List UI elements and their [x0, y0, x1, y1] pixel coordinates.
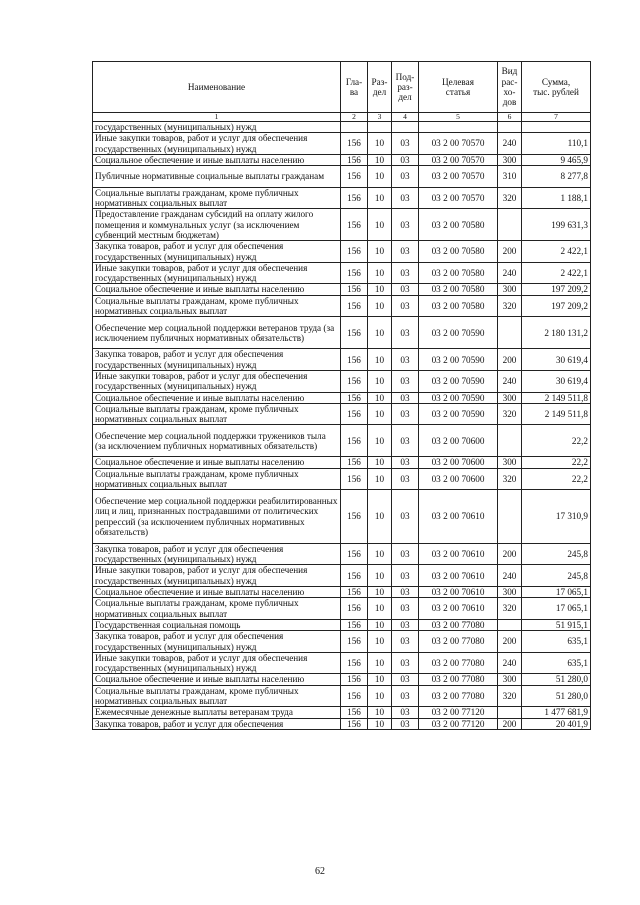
cell-name: Ежемесячные денежные выплаты ветеранам труда: [93, 707, 341, 718]
cell-subsection: 03: [392, 652, 419, 674]
cell-chapter: 156: [341, 392, 368, 403]
cell-section: 10: [368, 707, 392, 718]
cell-amount: 245,8: [522, 543, 591, 565]
cell-section: 10: [368, 187, 392, 209]
table-row: [93, 122, 591, 133]
column-number: 4: [392, 113, 419, 122]
cell-subsection: 03: [392, 619, 419, 630]
cell-name: Социальное обеспечение и иные выплаты населению: [93, 457, 341, 468]
cell-subsection: 03: [392, 392, 419, 403]
cell-section: 10: [368, 543, 392, 565]
cell-amount: 2 422,1: [522, 262, 591, 284]
cell-section: 10: [368, 317, 392, 349]
table-row: [93, 565, 591, 587]
cell-subsection: 03: [392, 707, 419, 718]
cell-name: Предоставление гражданам субсидий на оплату жилого помещения и коммунальных услуг (за исключением субвенций местным бюджетам): [93, 209, 341, 241]
cell-name: Социальное обеспечение и иные выплаты населению: [93, 284, 341, 295]
cell-amount: 9 465,9: [522, 154, 591, 165]
cell-expense-type: 240: [498, 652, 522, 674]
header-name: Наименование: [93, 62, 341, 113]
header-row: [93, 62, 591, 113]
cell-expense-type: [498, 707, 522, 718]
table-row: [93, 685, 591, 707]
cell-amount: 51 280,0: [522, 674, 591, 685]
cell-chapter: 156: [341, 631, 368, 653]
table-row: [93, 392, 591, 403]
column-number: 1: [93, 113, 341, 122]
cell-amount: 30 619,4: [522, 349, 591, 371]
cell-section: 10: [368, 468, 392, 490]
cell-amount: 245,8: [522, 565, 591, 587]
cell-subsection: 03: [392, 587, 419, 598]
cell-subsection: 03: [392, 154, 419, 165]
cell-target-article: 03 2 00 70590: [419, 349, 498, 371]
cell-amount: 17 065,1: [522, 587, 591, 598]
cell-target-article: 03 2 00 70610: [419, 490, 498, 544]
cell-subsection: 03: [392, 370, 419, 392]
cell-name: Социальные выплаты гражданам, кроме публичных нормативных социальных выплат: [93, 187, 341, 209]
cell-subsection: 03: [392, 565, 419, 587]
cell-target-article: 03 2 00 77080: [419, 652, 498, 674]
cell-expense-type: [498, 490, 522, 544]
cell-name: Социальное обеспечение и иные выплаты населению: [93, 674, 341, 685]
cell-subsection: 03: [392, 457, 419, 468]
cell-target-article: 03 2 00 70590: [419, 370, 498, 392]
column-number: 6: [498, 113, 522, 122]
cell-chapter: 156: [341, 133, 368, 155]
cell-chapter: 156: [341, 468, 368, 490]
cell-expense-type: 200: [498, 718, 522, 729]
cell-chapter: 156: [341, 543, 368, 565]
cell-expense-type: 200: [498, 241, 522, 263]
cell-amount: 51 280,0: [522, 685, 591, 707]
cell-section: 10: [368, 295, 392, 317]
table-row: [93, 209, 591, 241]
cell-expense-type: 300: [498, 587, 522, 598]
cell-section: [368, 122, 392, 133]
header-subsection: Под- раз- дел: [392, 62, 419, 113]
cell-subsection: 03: [392, 262, 419, 284]
cell-amount: 199 631,3: [522, 209, 591, 241]
column-number: 2: [341, 113, 368, 122]
cell-chapter: 156: [341, 284, 368, 295]
cell-chapter: [341, 122, 368, 133]
cell-subsection: 03: [392, 317, 419, 349]
cell-subsection: 03: [392, 284, 419, 295]
cell-expense-type: 300: [498, 154, 522, 165]
table-row: [93, 133, 591, 155]
cell-chapter: 156: [341, 166, 368, 188]
cell-chapter: 156: [341, 209, 368, 241]
cell-chapter: 156: [341, 295, 368, 317]
cell-target-article: 03 2 00 70580: [419, 262, 498, 284]
header-section: Раз- дел: [368, 62, 392, 113]
cell-target-article: 03 2 00 70570: [419, 154, 498, 165]
cell-target-article: [419, 122, 498, 133]
cell-target-article: 03 2 00 70610: [419, 565, 498, 587]
cell-name: Закупка товаров, работ и услуг для обеспечения государственных (муниципальных) нужд: [93, 543, 341, 565]
cell-chapter: 156: [341, 154, 368, 165]
cell-chapter: 156: [341, 619, 368, 630]
cell-section: 10: [368, 209, 392, 241]
cell-subsection: 03: [392, 295, 419, 317]
cell-target-article: 03 2 00 70610: [419, 543, 498, 565]
cell-section: 10: [368, 619, 392, 630]
table-row: [93, 317, 591, 349]
table-row: [93, 543, 591, 565]
cell-section: 10: [368, 370, 392, 392]
cell-amount: 635,1: [522, 652, 591, 674]
cell-expense-type: 200: [498, 543, 522, 565]
table-row: [93, 587, 591, 598]
cell-subsection: 03: [392, 349, 419, 371]
table-row: [93, 241, 591, 263]
cell-target-article: 03 2 00 77120: [419, 718, 498, 729]
cell-chapter: 156: [341, 317, 368, 349]
cell-section: 10: [368, 718, 392, 729]
cell-subsection: 03: [392, 425, 419, 457]
cell-name: Иные закупки товаров, работ и услуг для обеспечения государственных (муниципальных) нужд: [93, 133, 341, 155]
cell-target-article: 03 2 00 70590: [419, 317, 498, 349]
header-chapter: Гла- ва: [341, 62, 368, 113]
cell-target-article: 03 2 00 70570: [419, 133, 498, 155]
cell-subsection: 03: [392, 490, 419, 544]
cell-name: Обеспечение мер социальной поддержки тружеников тыла (за исключением публичных нормативных обязательств): [93, 425, 341, 457]
cell-target-article: 03 2 00 70600: [419, 457, 498, 468]
cell-target-article: 03 2 00 70590: [419, 403, 498, 425]
cell-amount: 22,2: [522, 468, 591, 490]
cell-amount: 17 065,1: [522, 598, 591, 620]
cell-amount: 110,1: [522, 133, 591, 155]
cell-target-article: 03 2 00 77080: [419, 619, 498, 630]
cell-chapter: 156: [341, 674, 368, 685]
cell-name: Социальные выплаты гражданам, кроме публичных нормативных социальных выплат: [93, 685, 341, 707]
cell-chapter: 156: [341, 349, 368, 371]
cell-target-article: 03 2 00 70580: [419, 209, 498, 241]
cell-expense-type: 240: [498, 133, 522, 155]
cell-name: Социальное обеспечение и иные выплаты населению: [93, 392, 341, 403]
cell-expense-type: 240: [498, 262, 522, 284]
cell-section: 10: [368, 598, 392, 620]
cell-expense-type: 320: [498, 598, 522, 620]
budget-table: [92, 61, 591, 730]
cell-amount: 51 915,1: [522, 619, 591, 630]
cell-chapter: 156: [341, 370, 368, 392]
cell-target-article: 03 2 00 70600: [419, 425, 498, 457]
cell-subsection: 03: [392, 631, 419, 653]
cell-target-article: 03 2 00 77080: [419, 674, 498, 685]
cell-subsection: 03: [392, 718, 419, 729]
cell-target-article: 03 2 00 70610: [419, 598, 498, 620]
cell-name: Иные закупки товаров, работ и услуг для обеспечения государственных (муниципальных) нужд: [93, 652, 341, 674]
cell-name: Закупка товаров, работ и услуг для обеспечения государственных (муниципальных) нужд: [93, 241, 341, 263]
header-amount: Сумма, тыс. рублей: [522, 62, 591, 113]
cell-chapter: 156: [341, 598, 368, 620]
cell-expense-type: 310: [498, 166, 522, 188]
table-row: [93, 457, 591, 468]
table-row: [93, 284, 591, 295]
cell-target-article: 03 2 00 70590: [419, 392, 498, 403]
page-number: 62: [315, 866, 325, 877]
cell-expense-type: 300: [498, 674, 522, 685]
cell-chapter: 156: [341, 587, 368, 598]
cell-subsection: 03: [392, 209, 419, 241]
cell-expense-type: 200: [498, 631, 522, 653]
table-row: [93, 425, 591, 457]
cell-expense-type: [498, 122, 522, 133]
cell-name: Социальные выплаты гражданам, кроме публичных нормативных социальных выплат: [93, 598, 341, 620]
cell-target-article: 03 2 00 70580: [419, 241, 498, 263]
cell-amount: 197 209,2: [522, 284, 591, 295]
cell-name: Обеспечение мер социальной поддержки реабилитированных лиц и лиц, признанных пострадавшими от политических репрессий (за исключением публичных нормативных обязательств): [93, 490, 341, 544]
cell-section: 10: [368, 587, 392, 598]
cell-expense-type: 240: [498, 370, 522, 392]
cell-subsection: 03: [392, 468, 419, 490]
cell-expense-type: 300: [498, 284, 522, 295]
cell-subsection: [392, 122, 419, 133]
cell-amount: 197 209,2: [522, 295, 591, 317]
cell-amount: 20 401,9: [522, 718, 591, 729]
cell-name: Закупка товаров, работ и услуг для обеспечения государственных (муниципальных) нужд: [93, 631, 341, 653]
cell-section: 10: [368, 685, 392, 707]
cell-chapter: 156: [341, 652, 368, 674]
cell-section: 10: [368, 349, 392, 371]
cell-expense-type: 320: [498, 468, 522, 490]
column-number: 5: [419, 113, 498, 122]
cell-target-article: 03 2 00 77080: [419, 631, 498, 653]
cell-chapter: 156: [341, 490, 368, 544]
cell-name: Социальные выплаты гражданам, кроме публичных нормативных социальных выплат: [93, 295, 341, 317]
cell-target-article: 03 2 00 70610: [419, 587, 498, 598]
table-row: [93, 166, 591, 188]
table-row: [93, 468, 591, 490]
cell-name: Публичные нормативные социальные выплаты гражданам: [93, 166, 341, 188]
cell-subsection: 03: [392, 598, 419, 620]
cell-subsection: 03: [392, 241, 419, 263]
cell-subsection: 03: [392, 685, 419, 707]
cell-chapter: 156: [341, 262, 368, 284]
cell-chapter: 156: [341, 187, 368, 209]
cell-amount: 22,2: [522, 425, 591, 457]
cell-expense-type: [498, 425, 522, 457]
cell-target-article: 03 2 00 70570: [419, 166, 498, 188]
cell-amount: 2 422,1: [522, 241, 591, 263]
cell-target-article: 03 2 00 70570: [419, 187, 498, 209]
cell-expense-type: 240: [498, 565, 522, 587]
table-row: [93, 718, 591, 729]
cell-chapter: 156: [341, 565, 368, 587]
cell-name: Обеспечение мер социальной поддержки ветеранов труда (за исключением публичных нормативных обязательств): [93, 317, 341, 349]
cell-expense-type: [498, 209, 522, 241]
cell-amount: 30 619,4: [522, 370, 591, 392]
cell-chapter: 156: [341, 457, 368, 468]
cell-section: 10: [368, 166, 392, 188]
cell-name: Государственная социальная помощь: [93, 619, 341, 630]
cell-amount: 22,2: [522, 457, 591, 468]
header-target-article: Целевая статья: [419, 62, 498, 113]
cell-expense-type: 300: [498, 457, 522, 468]
cell-expense-type: 320: [498, 403, 522, 425]
cell-target-article: 03 2 00 70580: [419, 295, 498, 317]
table-row: [93, 619, 591, 630]
cell-amount: 2 149 511,8: [522, 392, 591, 403]
cell-chapter: 156: [341, 707, 368, 718]
cell-expense-type: 320: [498, 295, 522, 317]
table-row: [93, 187, 591, 209]
cell-amount: 2 180 131,2: [522, 317, 591, 349]
cell-target-article: 03 2 00 70580: [419, 284, 498, 295]
cell-section: 10: [368, 241, 392, 263]
table-row: [93, 370, 591, 392]
table-row: [93, 403, 591, 425]
cell-subsection: 03: [392, 187, 419, 209]
table-row: [93, 262, 591, 284]
cell-chapter: 156: [341, 425, 368, 457]
cell-chapter: 156: [341, 718, 368, 729]
cell-amount: 1 477 681,9: [522, 707, 591, 718]
table-row: [93, 707, 591, 718]
cell-section: 10: [368, 262, 392, 284]
cell-subsection: 03: [392, 133, 419, 155]
cell-expense-type: [498, 619, 522, 630]
cell-section: 10: [368, 154, 392, 165]
cell-target-article: 03 2 00 77080: [419, 685, 498, 707]
cell-expense-type: 300: [498, 392, 522, 403]
cell-expense-type: 200: [498, 349, 522, 371]
cell-section: 10: [368, 565, 392, 587]
cell-chapter: 156: [341, 241, 368, 263]
cell-subsection: 03: [392, 674, 419, 685]
header-expense-type: Вид рас- хо- дов: [498, 62, 522, 113]
cell-name: Закупка товаров, работ и услуг для обеспечения государственных (муниципальных) нужд: [93, 349, 341, 371]
cell-amount: 2 149 511,8: [522, 403, 591, 425]
cell-section: 10: [368, 403, 392, 425]
cell-subsection: 03: [392, 403, 419, 425]
cell-section: 10: [368, 652, 392, 674]
column-number-row: [93, 113, 591, 122]
table-row: [93, 631, 591, 653]
cell-name: Иные закупки товаров, работ и услуг для обеспечения государственных (муниципальных) нужд: [93, 262, 341, 284]
cell-section: 10: [368, 631, 392, 653]
cell-section: 10: [368, 133, 392, 155]
cell-name: Иные закупки товаров, работ и услуг для обеспечения государственных (муниципальных) нужд: [93, 370, 341, 392]
table-row: [93, 674, 591, 685]
cell-target-article: 03 2 00 77120: [419, 707, 498, 718]
cell-subsection: 03: [392, 166, 419, 188]
table-body: [93, 122, 591, 730]
cell-amount: 8 277,8: [522, 166, 591, 188]
cell-chapter: 156: [341, 403, 368, 425]
cell-section: 10: [368, 457, 392, 468]
cell-chapter: 156: [341, 685, 368, 707]
table-row: [93, 598, 591, 620]
cell-name: Социальные выплаты гражданам, кроме публичных нормативных социальных выплат: [93, 468, 341, 490]
table-row: [93, 652, 591, 674]
cell-section: 10: [368, 392, 392, 403]
cell-expense-type: [498, 317, 522, 349]
cell-section: 10: [368, 490, 392, 544]
cell-expense-type: 320: [498, 187, 522, 209]
table-row: [93, 295, 591, 317]
table-row: [93, 349, 591, 371]
cell-amount: 17 310,9: [522, 490, 591, 544]
cell-name: Иные закупки товаров, работ и услуг для обеспечения государственных (муниципальных) нужд: [93, 565, 341, 587]
cell-name: государственных (муниципальных) нужд: [93, 122, 341, 133]
column-number: 7: [522, 113, 591, 122]
table-row: [93, 154, 591, 165]
cell-name: Закупка товаров, работ и услуг для обеспечения: [93, 718, 341, 729]
cell-name: Социальное обеспечение и иные выплаты населению: [93, 154, 341, 165]
cell-section: 10: [368, 674, 392, 685]
cell-amount: 1 188,1: [522, 187, 591, 209]
table-row: [93, 490, 591, 544]
cell-amount: 635,1: [522, 631, 591, 653]
column-number: 3: [368, 113, 392, 122]
cell-amount: [522, 122, 591, 133]
cell-name: Социальные выплаты гражданам, кроме публичных нормативных социальных выплат: [93, 403, 341, 425]
cell-name: Социальное обеспечение и иные выплаты населению: [93, 587, 341, 598]
cell-section: 10: [368, 425, 392, 457]
cell-target-article: 03 2 00 70600: [419, 468, 498, 490]
cell-subsection: 03: [392, 543, 419, 565]
cell-section: 10: [368, 284, 392, 295]
cell-expense-type: 320: [498, 685, 522, 707]
